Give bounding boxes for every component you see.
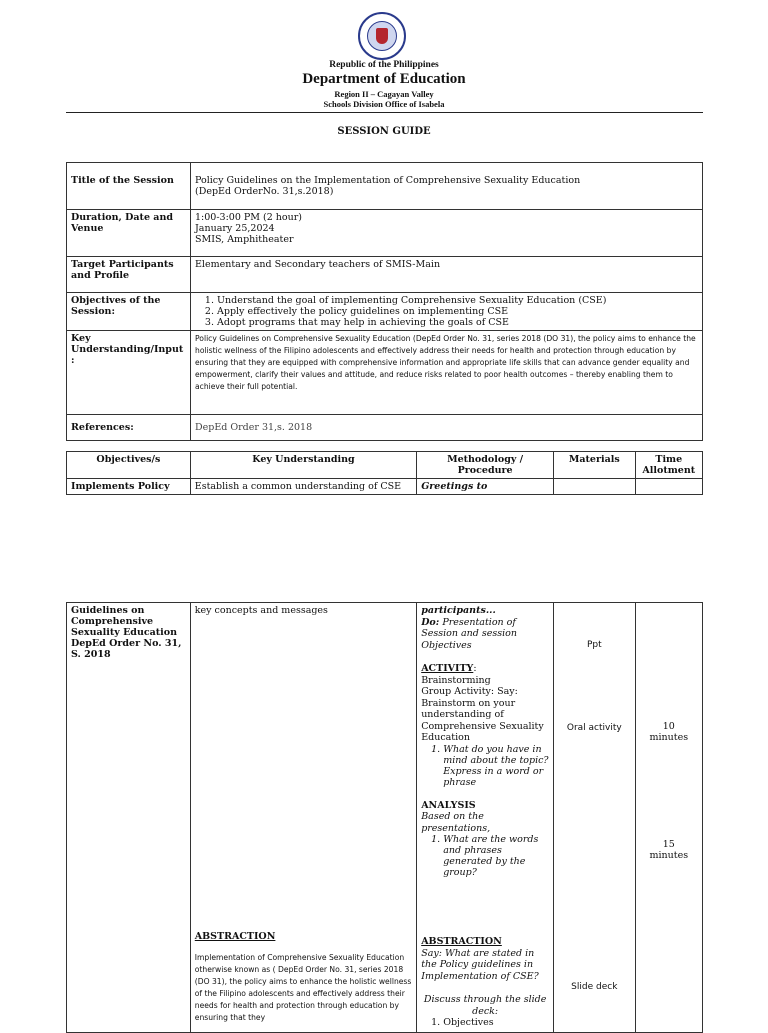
analysis-label: ANALYSIS: [421, 799, 476, 811]
row1-objective: Implements Policy: [67, 479, 191, 495]
header-divider: [66, 112, 703, 113]
duration-date: January 25,2024: [195, 223, 275, 234]
method-participants: participants...: [421, 605, 496, 616]
row2-key: [190, 603, 416, 1033]
title-label: Title of the Session: [67, 163, 191, 210]
material-oral: Oral activity: [566, 723, 622, 733]
page-title: SESSION GUIDE: [337, 126, 431, 137]
abstraction-label: ABSTRACTION: [421, 936, 502, 947]
references-value: DepEd Order 31,s. 2018: [191, 415, 703, 441]
title-line2: (DepEd OrderNo. 31,s.2018): [195, 186, 334, 197]
do-label: Do:: [421, 616, 440, 628]
participants-value: Elementary and Secondary teachers of SMIS-Main: [191, 257, 703, 293]
title-value: [191, 163, 703, 210]
duration-label: Duration, Date and Venue: [67, 210, 191, 257]
analysis-question: 1. What are the words and phrases generated by the group?: [443, 834, 549, 878]
duration-venue: SMIS, Amphitheater: [195, 234, 294, 245]
session-info-table: [66, 162, 703, 441]
duration-value: [191, 210, 703, 257]
objective-item: 1. Understand the goal of implementing Comprehensive Sexuality Education (CSE): [217, 295, 698, 306]
analysis-text: Based on the presentations,: [421, 811, 491, 834]
objectives-list: [195, 295, 698, 328]
do-text: Presentation of Session and session Objectives: [421, 616, 517, 651]
objectives-label: Objectives of the Session:: [67, 293, 191, 331]
col-key-understanding: Key Understanding: [190, 452, 416, 479]
col-methodology: Methodology / Procedure: [417, 452, 554, 479]
activity-question: 1. What do you have in mind about the topic? Express in a word or phrase: [443, 744, 549, 788]
activity-title: : Brainstorming: [421, 663, 491, 686]
time-15-minutes: 15 minutes: [649, 839, 689, 861]
material-ppt: Ppt: [586, 640, 602, 650]
republic-line: Republic of the Philippines: [329, 60, 439, 70]
abstraction-say: Say: What are stated in the Policy guidelines in Implementation of CSE?: [421, 947, 539, 982]
department-title: Department of Education: [302, 71, 466, 87]
duration-time: 1:00-3:00 PM (2 hour): [195, 212, 303, 223]
plan-body-table: [66, 602, 703, 1033]
row1-method: Greetings to: [417, 479, 554, 495]
row2-materials: [554, 603, 636, 1033]
key-understanding-value: Policy Guidelines on Comprehensive Sexuality Education (DepEd Order No. 31, series 2018 (DO 31), the policy aims to enhance the holistic wellness of the Filipino adolescents and effectively address their needs for health and protection through education by ensuring that they are equipped with comprehensive information and appropriate life skills that can advance gender equality and empowerment, clarify their values and attitude, and reduce risks related to poor health outcomes – thereby enabling them to achieve their full potential.: [191, 331, 703, 415]
material-slide-deck: Slide deck: [571, 982, 618, 992]
objectives-value: [191, 293, 703, 331]
col-materials: Materials: [554, 452, 636, 479]
plan-header-table: [66, 451, 703, 495]
time-10-minutes: 10 minutes: [649, 721, 689, 743]
objective-item: 3. Adopt programs that may help in achieving the goals of CSE: [217, 317, 698, 328]
row2-objective: Guidelines on Comprehensive Sexuality Education DepEd Order No. 31, S. 2018: [67, 603, 191, 1033]
activity-text: Group Activity: Say: Brainstorm on your understanding of Comprehensive Sexuality Education: [421, 686, 544, 743]
activity-label: ACTIVITY: [421, 663, 474, 674]
row2-time: [635, 603, 702, 1033]
title-line1: Policy Guidelines on the Implementation of Comprehensive Sexuality Education: [195, 175, 581, 186]
region-line: Region II – Cagayan Valley: [334, 89, 434, 99]
objective-item: 2. Apply effectively the policy guidelines on implementing CSE: [217, 306, 698, 317]
row2-key-text: key concepts and messages: [194, 605, 328, 616]
division-line: Schools Division Office of Isabela: [323, 99, 445, 109]
participants-label: Target Participants and Profile: [67, 257, 191, 293]
key-abstraction-heading: ABSTRACTION: [194, 931, 276, 942]
row1-materials: [554, 479, 636, 495]
col-time: Time Allotment: [635, 452, 702, 479]
abstraction-item: 1. Objectives: [443, 1017, 549, 1028]
col-objectives: Objectives/s: [67, 452, 191, 479]
row1-key: Establish a common understanding of CSE: [190, 479, 416, 495]
key-understanding-label: Key Understanding/Input :: [67, 331, 191, 415]
row1-time: [635, 479, 702, 495]
deped-seal-logo: [358, 12, 406, 60]
row2-method: [417, 603, 554, 1033]
key-abstraction-text: Implementation of Comprehensive Sexuality Education otherwise known as ( DepEd Order No. 31, series 2018 (DO 31), the policy aims to enhance the holistic wellness of the Filipino adolescents and effectively address their needs for health and protection through education by ensuring that they: [194, 953, 412, 1022]
references-label: References:: [67, 415, 191, 441]
abstraction-discuss: Discuss through the slide deck:: [423, 994, 547, 1017]
